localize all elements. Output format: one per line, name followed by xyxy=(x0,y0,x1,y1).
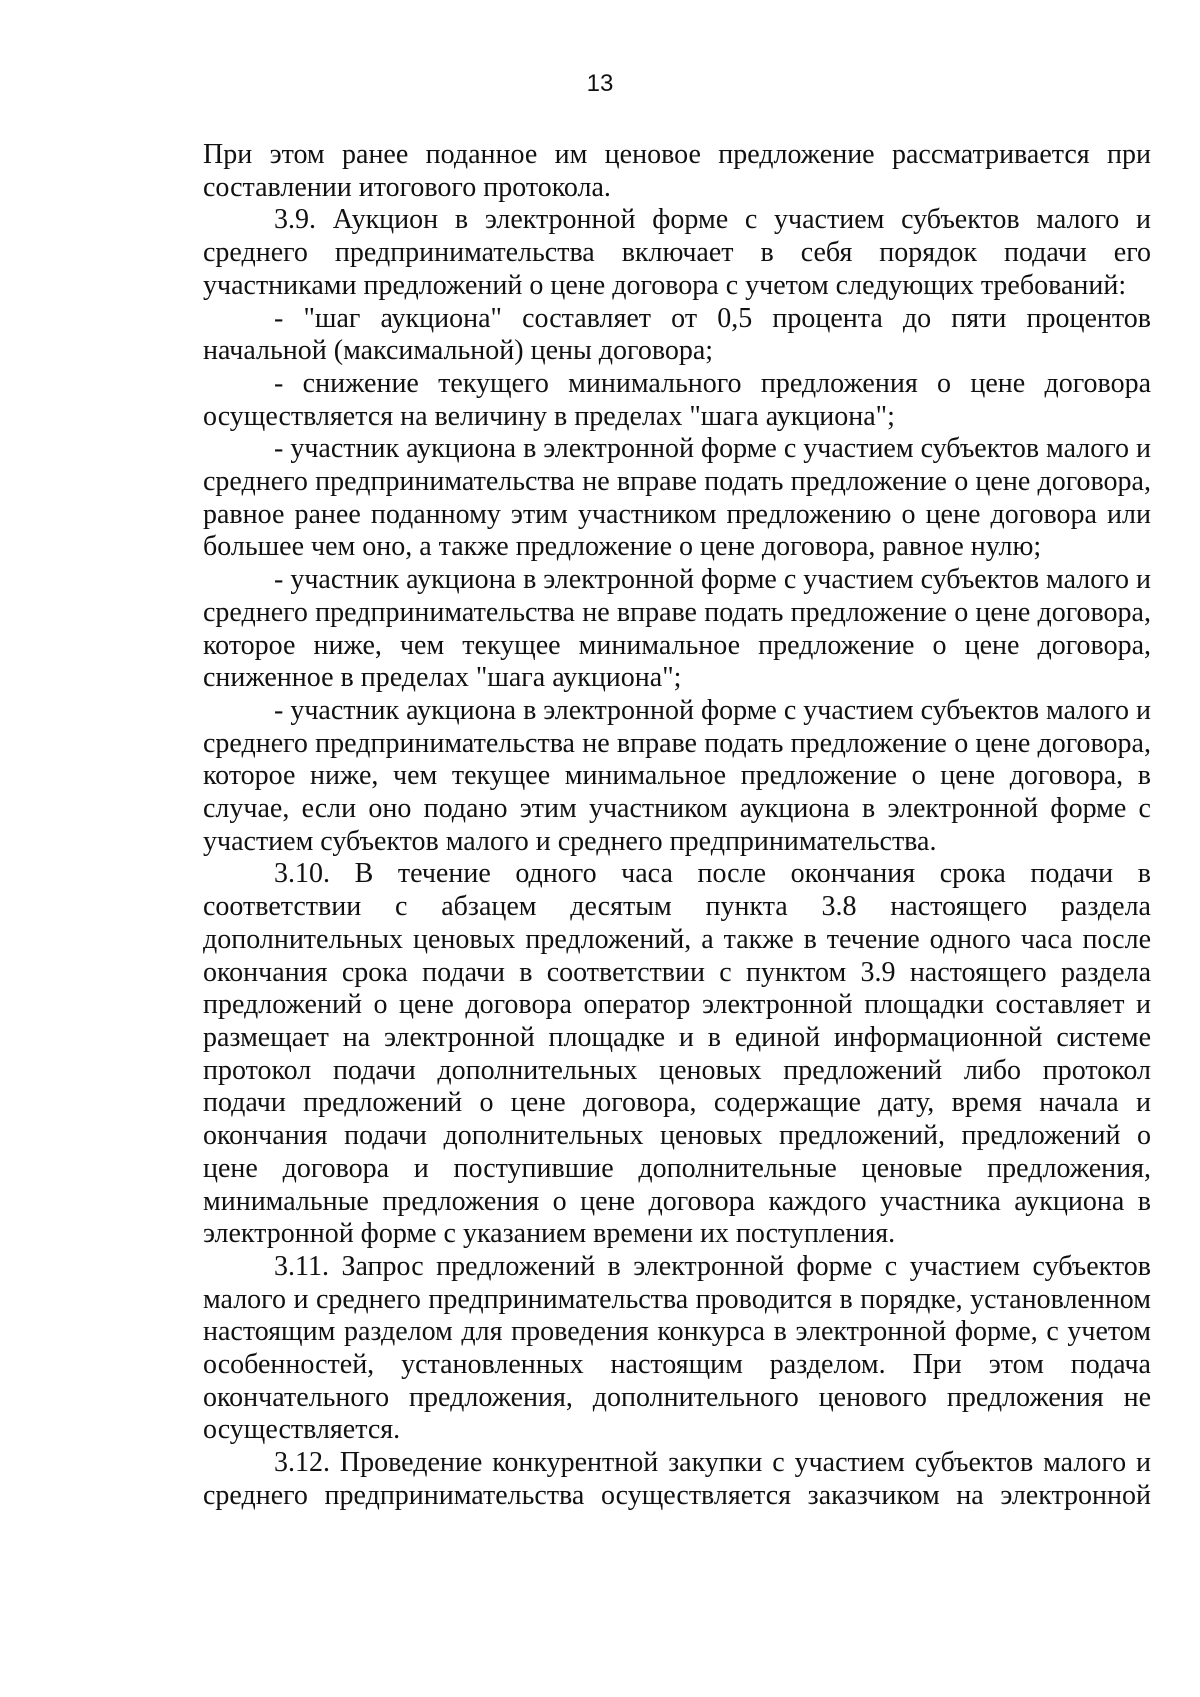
paragraph-3-12: 3.12. Проведение конкурентной закупки с участием субъектов малого и среднего предпринимательства осуществляется заказчиком на электронной xyxy=(203,1447,1151,1511)
list-item-lower-offer: - участник аукциона в электронной форме с участием субъектов малого и среднего предпринимательства не вправе подать предложение о цене договора, которое ниже, чем текущее минимальное предложение о цене договора, сниженное в пределах "шага аукциона"; xyxy=(203,564,1151,694)
paragraph-3-10: 3.10. В течение одного часа после окончания срока подачи в соответствии с абзацем десятым пункта 3.8 настоящего раздела дополнительных ценовых предложений, а также в течение одного часа после окончания срока подачи в соответствии с пунктом 3.9 настоящего раздела предложений о цене договора оператор электронной площадки составляет и размещает на электронной площадке и в единой информационной системе протокол подачи дополнительных ценовых предложений либо протокол подачи предложений о цене договора, содержащие дату, время начала и окончания подачи дополнительных ценовых предложений, предложений о цене договора и поступившие дополнительные ценовые предложения, минимальные предложения о цене договора каждого участника аукциона в электронной форме с указанием времени их поступления. xyxy=(203,858,1151,1250)
list-item-auction-step: - "шаг аукциона" составляет от 0,5 процента до пяти процентов начальной (максимальной) цены договора; xyxy=(203,302,1151,367)
paragraph-continuation: При этом ранее поданное им ценовое предложение рассматривается при составлении итогового протокола. xyxy=(203,139,1151,203)
paragraph-3-11: 3.11. Запрос предложений в электронной форме с участием субъектов малого и среднего предпринимательства проводится в порядке, установленном настоящим разделом для проведения конкурса в электронной форме, с учетом особенностей, установленных настоящим разделом. При этом подача окончательного предложения, дополнительного ценового предложения не осуществляется. xyxy=(203,1250,1151,1446)
paragraph-3-9: 3.9. Аукцион в электронной форме с участием субъектов малого и среднего предпринимательства включает в себя порядок подачи его участниками предложений о цене договора с учетом следующих требований: xyxy=(203,204,1151,301)
page-number: 13 xyxy=(586,70,614,97)
list-item-price-reduction: - снижение текущего минимального предложения о цене договора осуществляется на величину в пределах "шага аукциона"; xyxy=(203,367,1151,432)
document-body xyxy=(203,139,1151,1513)
list-item-own-offer: - участник аукциона в электронной форме с участием субъектов малого и среднего предпринимательства не вправе подать предложение о цене договора, которое ниже, чем текущее минимальное предложение о цене договора, в случае, если оно подано этим участником аукциона в электронной форме с участием субъектов малого и среднего предпринимательства. xyxy=(203,694,1151,857)
list-item-equal-offer: - участник аукциона в электронной форме с участием субъектов малого и среднего предпринимательства не вправе подать предложение о цене договора, равное ранее поданному этим участником предложению о цене договора или большее чем оно, а также предложение о цене договора, равное нулю; xyxy=(203,433,1151,563)
